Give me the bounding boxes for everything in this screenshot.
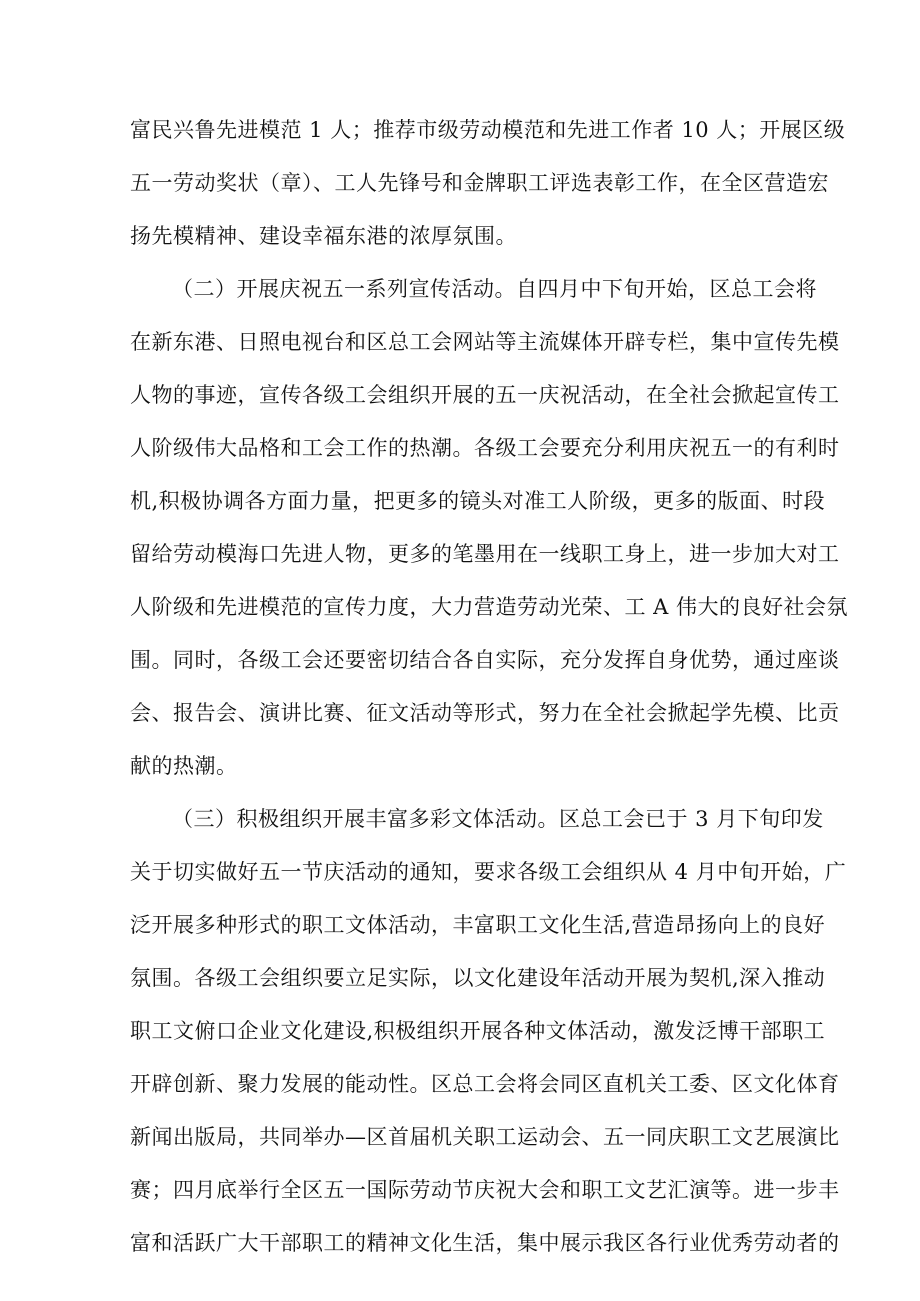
text-line: 人物的事迹，宣传各级工会组织开展的五一庆祝活动，在全社会掀起宣传工 xyxy=(130,383,840,407)
text-line: 富民兴鲁先进模范 1 人；推荐市级劳动模范和先进工作者 10 人；开展区级 xyxy=(130,118,846,142)
text-line: 赛；四月底举行全区五一国际劳动节庆祝大会和职工文艺汇演等。进一步丰 xyxy=(130,1178,840,1202)
text-line: 留给劳动模海口先进人物，更多的笔墨用在一线职工身上，进一步加大对工 xyxy=(130,542,840,566)
text-line: 献的热潮。 xyxy=(130,754,238,778)
document-body xyxy=(130,104,849,1270)
text-line: 扬先模精神、建设幸福东港的浓厚氛围。 xyxy=(130,224,517,248)
paragraph-cultural-activities xyxy=(130,793,847,1270)
text-line: 机,积极协调各方面力量，把更多的镜头对准工人阶级，更多的版面、时段 xyxy=(130,489,826,513)
text-line: （二）开展庆祝五一系列宣传活动。自四月中下旬开始，区总工会将 xyxy=(172,277,817,301)
text-line: 关于切实做好五一节庆活动的通知，要求各级工会组织从 4 月中旬开始，广 xyxy=(130,860,847,884)
text-line: 人阶级和先进模范的宣传力度，大力营造劳动光荣、工 A 伟大的良好社会氛 xyxy=(130,595,849,619)
text-line: 会、报告会、演讲比赛、征文活动等形式，努力在全社会掀起学先模、比贡 xyxy=(130,701,840,725)
text-line: 围。同时，各级工会还要密切结合各自实际，充分发挥自身优势，通过座谈 xyxy=(130,648,840,672)
text-line: （三）积极组织开展丰富多彩文体活动。区总工会已于 3 月下旬印发 xyxy=(172,807,824,831)
paragraph-awards xyxy=(130,104,846,263)
text-line: 人阶级伟大品格和工会工作的热潮。各级工会要充分利用庆祝五一的有利时 xyxy=(130,436,840,460)
paragraph-publicity xyxy=(130,263,849,793)
text-line: 职工文俯口企业文化建设,积极组织开展各种文体活动，激发泛博干部职工 xyxy=(130,1019,826,1043)
text-line: 富和活跃广大干部职工的精神文化生活，集中展示我区各行业优秀劳动者的 xyxy=(130,1231,840,1255)
text-line: 泛开展多种形式的职工文体活动，丰富职工文化生活,营造昂扬向上的良好 xyxy=(130,913,826,937)
text-line: 开辟创新、聚力发展的能动性。区总工会将会同区直机关工委、区文化体育 xyxy=(130,1072,840,1096)
text-line: 氛围。各级工会组织要立足实际，以文化建设年活动开展为契机,深入推动 xyxy=(130,966,826,990)
text-line: 五一劳动奖状（章）、工人先锋号和金牌职工评选表彰工作，在全区营造宏 xyxy=(130,171,829,195)
text-line: 新闻出版局，共同举办—区首届机关职工运动会、五一同庆职工文艺展演比 xyxy=(130,1125,840,1149)
text-line: 在新东港、日照电视台和区总工会网站等主流媒体开辟专栏，集中宣传先模 xyxy=(130,330,840,354)
